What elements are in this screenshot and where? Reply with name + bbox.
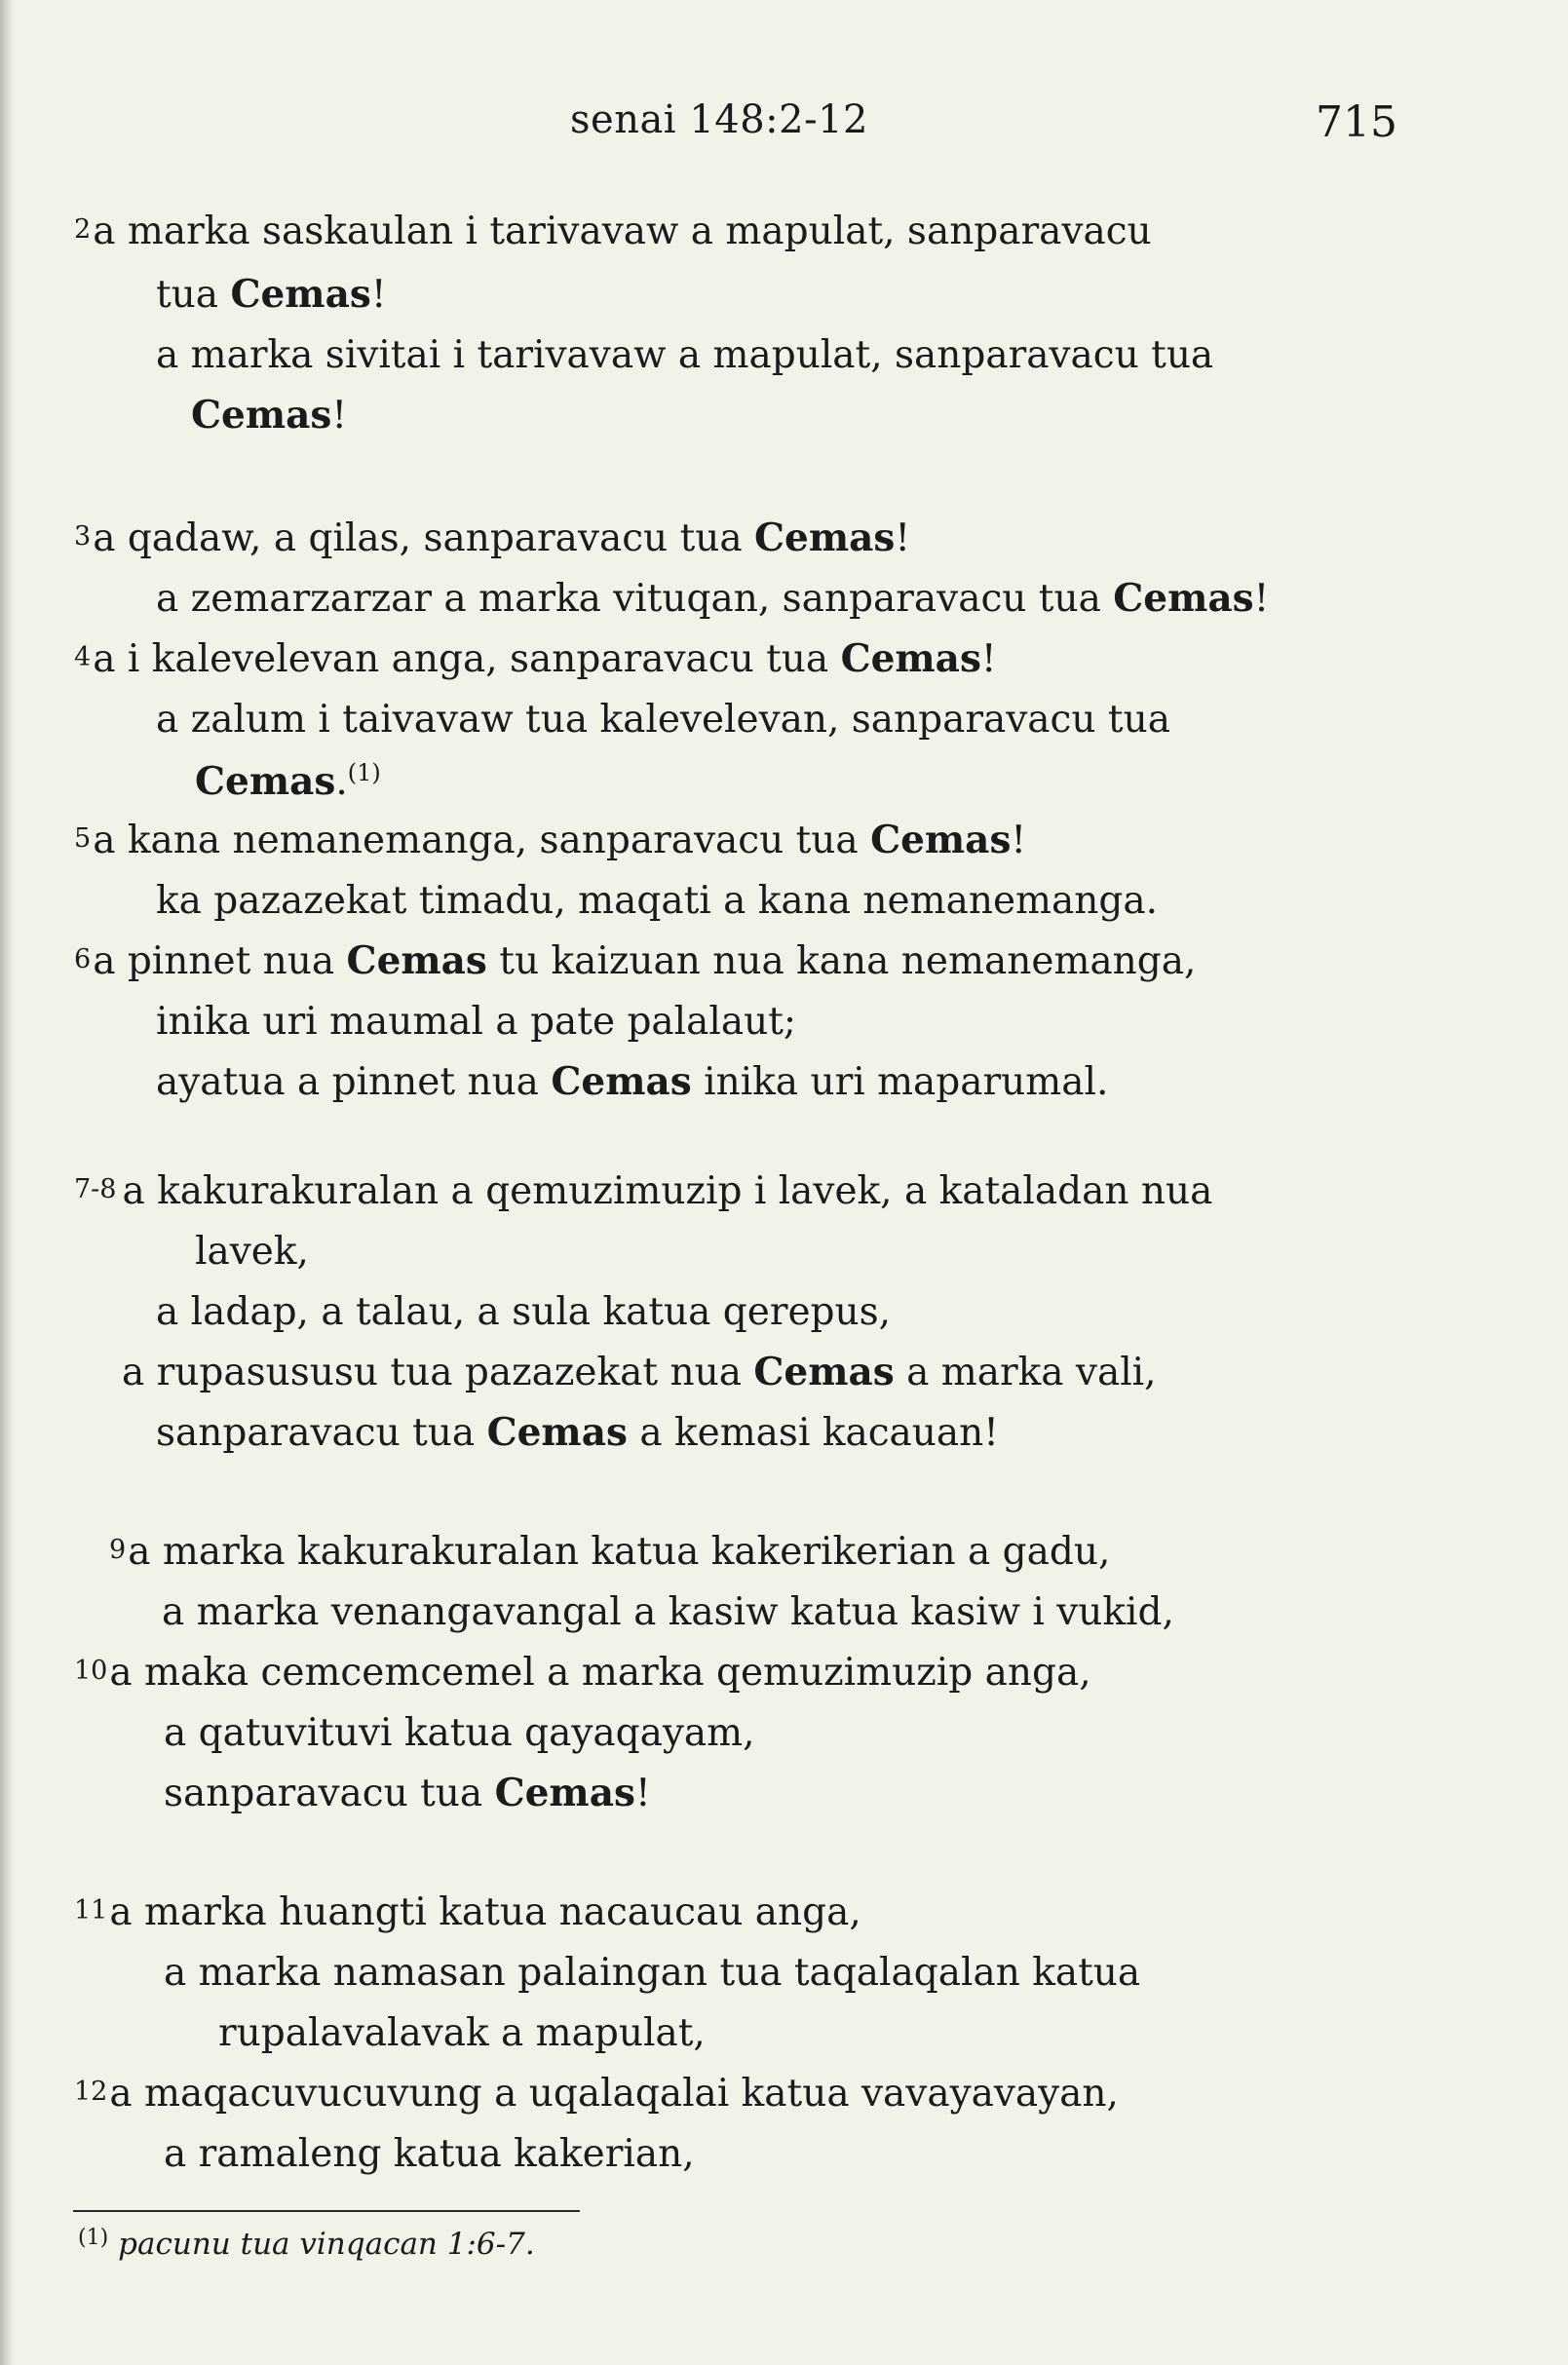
divine-name: Cemas <box>195 759 336 804</box>
verse-number: 7-8 <box>74 1174 117 1204</box>
running-head: senai 148:2-12 <box>570 97 869 142</box>
verse-line: a rupasususu tua pazazekat nua Cemas a marka vali, <box>122 1350 1157 1394</box>
verse-line: 4a i kalevelevan anga, sanparavacu tua Cemas! <box>74 636 997 681</box>
verse-line: 12a maqacuvucuvung a uqalaqalai katua vavayavayan, <box>74 2072 1119 2116</box>
page-header <box>0 97 1568 156</box>
verse-number: 12 <box>74 2077 108 2107</box>
verse-line: a marka namasan palaingan tua taqalaqalan katua <box>164 1951 1141 1995</box>
verse-line: ayatua a pinnet nua Cemas inika uri maparumal. <box>156 1059 1109 1104</box>
footnote-mark: (1) <box>78 2226 109 2250</box>
verse-line: 11a marka huangti katua nacaucau anga, <box>74 1890 861 1934</box>
verse-line: sanparavacu tua Cemas a kemasi kacauan! <box>156 1410 999 1455</box>
verse-line: 9a marka kakurakuralan katua kakerikerian a gadu, <box>109 1530 1111 1574</box>
verse-number: 10 <box>74 1656 108 1686</box>
verse-line: a ladap, a talau, a sula katua qerepus, <box>156 1290 892 1334</box>
verse-number: 2 <box>74 214 92 245</box>
footnote-text: pacunu tua vinqacan 1:6-7. <box>118 2227 535 2262</box>
verse-line: sanparavacu tua Cemas! <box>164 1771 651 1815</box>
verse-number: 11 <box>74 1895 108 1926</box>
footnote <box>78 2226 535 2262</box>
verse-line: inika uri maumal a pate palalaut; <box>156 1000 797 1044</box>
verse-line: rupalavalavak a mapulat, <box>218 2011 706 2055</box>
verse-number: 6 <box>74 944 92 974</box>
page-binding-shadow <box>0 0 14 2365</box>
verse-line: 3a qadaw, a qilas, sanparavacu tua Cemas! <box>74 515 911 560</box>
verse-line: ka pazazekat timadu, maqati a kana nemanemanga. <box>156 879 1159 923</box>
verse-line: 2a marka saskaulan i tarivavaw a mapulat, sanparavacu <box>74 210 1152 253</box>
footnote-divider <box>73 2210 580 2212</box>
divine-name: Cemas <box>551 1059 692 1104</box>
verse-line: tua Cemas! <box>156 272 387 317</box>
verse-number: 4 <box>74 642 92 672</box>
divine-name: Cemas <box>230 272 371 317</box>
verse-line: a zalum i taivavaw tua kalevelevan, sanparavacu tua <box>156 698 1170 742</box>
verse-line: Cemas! <box>191 393 348 438</box>
divine-name: Cemas <box>870 818 1012 862</box>
verse-line: 5a kana nemanemanga, sanparavacu tua Cemas! <box>74 818 1027 862</box>
divine-name: Cemas <box>1113 576 1254 621</box>
verse-line: a marka venangavangal a kasiw katua kasiw i vukid, <box>162 1590 1174 1634</box>
page-number: 715 <box>1316 97 1397 147</box>
divine-name: Cemas <box>840 636 981 681</box>
verse-line: a ramaleng katua kakerian, <box>164 2132 695 2176</box>
divine-name: Cemas <box>494 1771 635 1815</box>
divine-name: Cemas <box>753 1350 895 1394</box>
verse-line: a zemarzarzar a marka vituqan, sanparavacu tua Cemas! <box>156 576 1270 621</box>
verse-number: 9 <box>109 1535 127 1565</box>
verse-line: a qatuvituvi katua qayaqayam, <box>164 1711 755 1755</box>
divine-name: Cemas <box>191 393 332 438</box>
verse-line: 10a maka cemcemcemel a marka qemuzimuzip anga, <box>74 1651 1091 1695</box>
verse-number: 5 <box>74 823 92 854</box>
verse-line: 6a pinnet nua Cemas tu kaizuan nua kana nemanemanga, <box>74 938 1197 983</box>
verse-line: Cemas.$^{(1)}$ <box>195 759 381 804</box>
verse-line: lavek, <box>195 1230 309 1274</box>
divine-name: Cemas <box>486 1410 628 1455</box>
divine-name: Cemas <box>346 938 487 983</box>
divine-name: Cemas <box>754 515 896 560</box>
footnote-reference: (1) <box>347 759 381 786</box>
verse-line: a marka sivitai i tarivavaw a mapulat, sanparavacu tua <box>156 333 1214 377</box>
verse-number: 3 <box>74 521 92 552</box>
verse-line: 7-8 a kakurakuralan a qemuzimuzip i lavek, a kataladan nua <box>74 1169 1213 1213</box>
